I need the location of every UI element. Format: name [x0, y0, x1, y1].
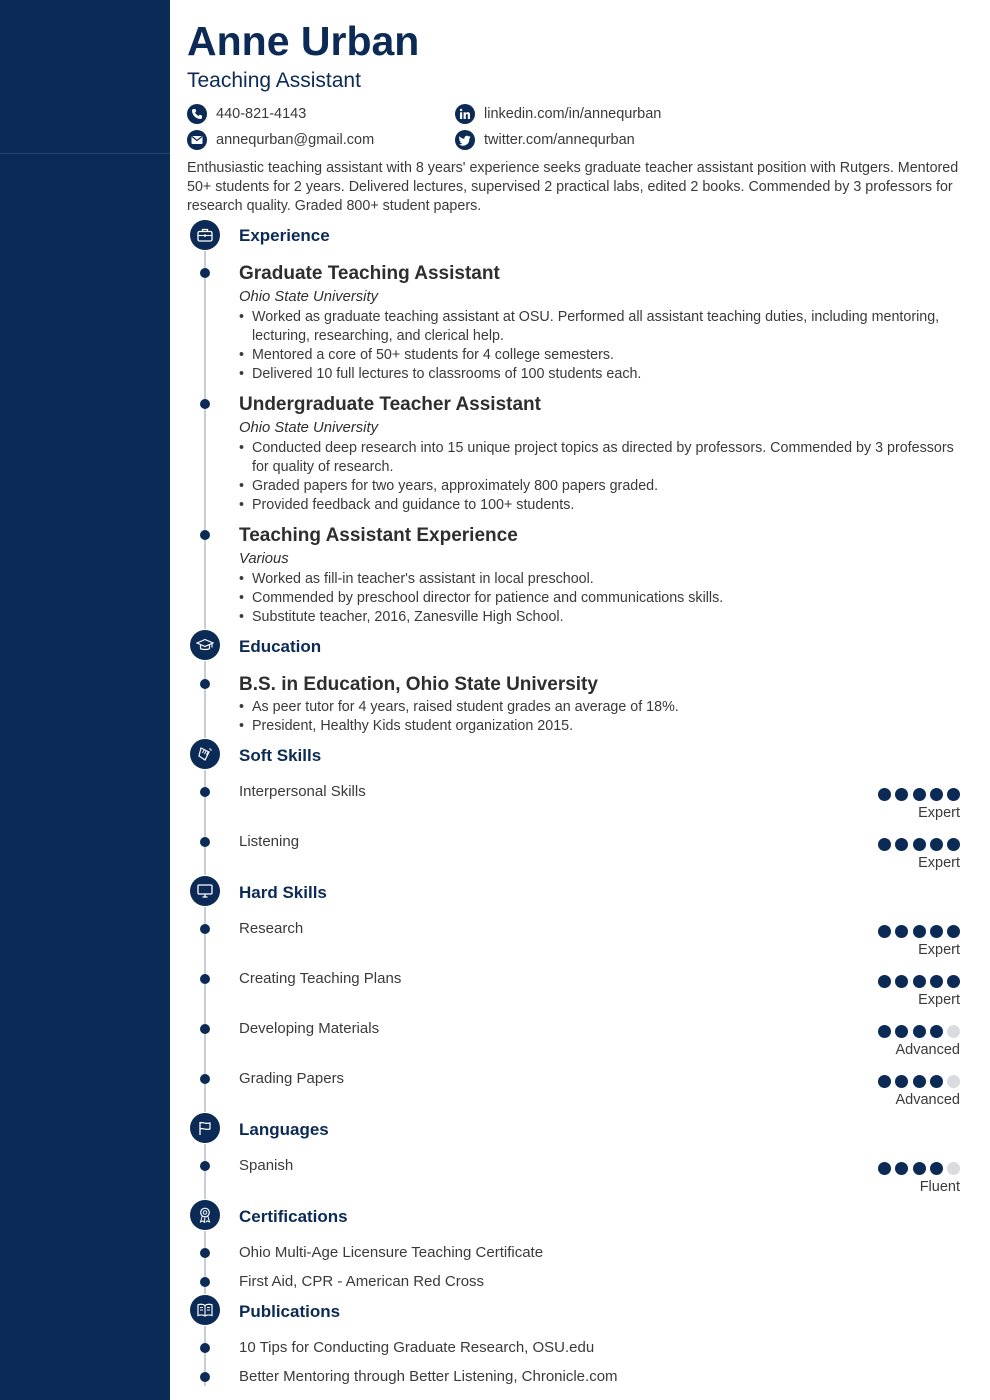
rating-dot-filled [930, 1075, 943, 1088]
section-title-soft-skills: Soft Skills [239, 746, 322, 765]
rating-dot-filled [913, 925, 926, 938]
rating-dot-filled [947, 788, 960, 801]
rating-dot-filled [913, 838, 926, 851]
rating-dot-filled [895, 975, 908, 988]
section-title-publications: Publications [239, 1302, 341, 1321]
bullet-item: • Graded papers for two years, approximately 800 papers graded. [239, 477, 964, 496]
rating-dot-filled [895, 1162, 908, 1175]
briefcase-icon [190, 220, 220, 250]
timeline-dot [200, 1074, 210, 1084]
linkedin-icon [455, 104, 475, 124]
rating-dot-filled [913, 1162, 926, 1175]
bullet-item: • Conducted deep research into 15 unique project topics as directed by professors. Commended by 3 professors for quality of research. [239, 439, 964, 477]
rating-dot-filled [878, 1075, 891, 1088]
experience-title: Teaching Assistant Experience [239, 525, 518, 546]
rating-dot-empty [947, 1162, 960, 1175]
skill-name: Interpersonal Skills [239, 783, 366, 800]
rating-dot-filled [930, 975, 943, 988]
rating-dot-filled [913, 788, 926, 801]
section-title-education: Education [239, 637, 322, 656]
rating-dot-empty [947, 1075, 960, 1088]
timeline-dot [200, 974, 210, 984]
bullet-item: • President, Healthy Kids student organization 2015. [239, 717, 964, 736]
experience-title: Undergraduate Teacher Assistant [239, 394, 541, 415]
experience-title: Graduate Teaching Assistant [239, 263, 500, 284]
contact-email [187, 130, 374, 150]
skill-rating [878, 925, 960, 938]
publication-item: Better Mentoring through Better Listening, Chronicle.com [239, 1368, 618, 1385]
rating-dot-filled [947, 838, 960, 851]
bullet-item: • Delivered 10 full lectures to classrooms of 100 students each. [239, 365, 964, 384]
experience-bullets [239, 439, 964, 515]
bullet-item: • Substitute teacher, 2016, Zanesville High School. [239, 608, 964, 627]
skill-level: Advanced [895, 1042, 960, 1058]
timeline-dot [200, 1343, 210, 1353]
rating-dot-filled [930, 788, 943, 801]
rating-dot-filled [878, 925, 891, 938]
rating-dot-filled [878, 975, 891, 988]
skill-name: Developing Materials [239, 1020, 380, 1037]
skill-rating [878, 975, 960, 988]
award-icon [190, 1200, 220, 1230]
sidebar [0, 0, 170, 1400]
contact-twitter [455, 130, 635, 150]
section-title-hard-skills: Hard Skills [239, 883, 327, 902]
contact-linkedin [455, 104, 661, 124]
rating-dot-filled [895, 925, 908, 938]
rating-dot-filled [930, 1025, 943, 1038]
candidate-name: Anne Urban [187, 18, 420, 64]
rating-dot-filled [878, 788, 891, 801]
sidebar-divider [0, 153, 170, 154]
skill-rating [878, 838, 960, 851]
rating-dot-filled [913, 975, 926, 988]
bullet-item: • Mentored a core of 50+ students for 4 college semesters. [239, 346, 964, 365]
section-title-certifications: Certifications [239, 1207, 348, 1226]
certification-item: First Aid, CPR - American Red Cross [239, 1273, 485, 1290]
education-title: B.S. in Education, Ohio State University [239, 674, 598, 695]
skill-rating [878, 1075, 960, 1088]
timeline-dot [200, 679, 210, 689]
phone-icon [187, 104, 207, 124]
timeline-dot [200, 924, 210, 934]
language-level: Fluent [919, 1179, 960, 1195]
skill-name: Creating Teaching Plans [239, 970, 402, 987]
timeline-dot [200, 1372, 210, 1382]
timeline-dot [200, 837, 210, 847]
rating-dot-filled [895, 1025, 908, 1038]
rating-dot-filled [913, 1075, 926, 1088]
rating-dot-empty [947, 1025, 960, 1038]
flag-icon [190, 1113, 220, 1143]
book-icon [190, 1295, 220, 1325]
skill-name: Listening [239, 833, 300, 850]
certification-item: Ohio Multi-Age Licensure Teaching Certificate [239, 1244, 544, 1261]
skill-level: Expert [918, 942, 960, 958]
skill-level: Expert [918, 855, 960, 871]
timeline-dot [200, 530, 210, 540]
rating-dot-filled [947, 975, 960, 988]
skill-rating [878, 788, 960, 801]
language-name: Spanish [239, 1157, 294, 1174]
phone-text: 440-821-4143 [216, 106, 307, 122]
timeline-dot [200, 399, 210, 409]
linkedin-link[interactable]: linkedin.com/in/annequrban [484, 106, 662, 122]
bullet-item: • Commended by preschool director for patience and communications skills. [239, 589, 964, 608]
skill-level: Expert [918, 805, 960, 821]
timeline-dot [200, 1277, 210, 1287]
timeline-dot [200, 1161, 210, 1171]
timeline-dot [200, 787, 210, 797]
rating-dot-filled [913, 1025, 926, 1038]
skill-level: Advanced [895, 1092, 960, 1108]
rating-dot-filled [878, 838, 891, 851]
timeline-dot [200, 1024, 210, 1034]
rating-dot-filled [878, 1162, 891, 1175]
twitter-link[interactable]: twitter.com/annequrban [484, 132, 635, 148]
profile-summary: Enthusiastic teaching assistant with 8 years' experience seeks graduate teacher assistant position with Rutgers. Mentored 50+ students for 2 years. Delivered lectures, supervised 2 practical labs, edited 2 books. Commended by 3 professors for research quality. Graded 800+ student papers. [187, 160, 959, 214]
skill-level: Expert [918, 992, 960, 1008]
experience-org: Ohio State University [239, 289, 378, 305]
rating-dot-filled [895, 1075, 908, 1088]
section-title-languages: Languages [239, 1120, 329, 1139]
skill-name: Grading Papers [239, 1070, 345, 1087]
experience-org: Various [239, 551, 289, 567]
twitter-icon [455, 130, 475, 150]
contact-phone [187, 104, 306, 124]
handshake-icon [190, 739, 220, 769]
experience-bullets [239, 570, 964, 627]
language-rating [878, 1162, 960, 1175]
rating-dot-filled [947, 925, 960, 938]
rating-dot-filled [930, 925, 943, 938]
bullet-item: • Provided feedback and guidance to 100+ students. [239, 496, 964, 515]
rating-dot-filled [878, 1025, 891, 1038]
rating-dot-filled [930, 1162, 943, 1175]
timeline-dot [200, 1248, 210, 1258]
experience-org: Ohio State University [239, 420, 378, 436]
experience-bullets [239, 308, 964, 384]
envelope-icon [187, 130, 207, 150]
monitor-icon [190, 876, 220, 906]
rating-dot-filled [895, 788, 908, 801]
bullet-item: • As peer tutor for 4 years, raised student grades an average of 18%. [239, 698, 964, 717]
graduation-cap-icon [190, 630, 220, 660]
education-bullets [239, 698, 964, 736]
skill-rating [878, 1025, 960, 1038]
rating-dot-filled [930, 838, 943, 851]
bullet-item: • Worked as fill-in teacher's assistant in local preschool. [239, 570, 964, 589]
bullet-item: • Worked as graduate teaching assistant at OSU. Performed all assistant teaching duties, including mentoring, lecturing, researching, and clerical help. [239, 308, 964, 346]
publication-item: 10 Tips for Conducting Graduate Research, OSU.edu [239, 1339, 595, 1356]
email-link[interactable]: annequrban@gmail.com [216, 132, 375, 148]
section-title-experience: Experience [239, 226, 330, 245]
rating-dot-filled [895, 838, 908, 851]
timeline-dot [200, 268, 210, 278]
job-title: Teaching Assistant [187, 69, 361, 92]
skill-name: Research [239, 920, 304, 937]
